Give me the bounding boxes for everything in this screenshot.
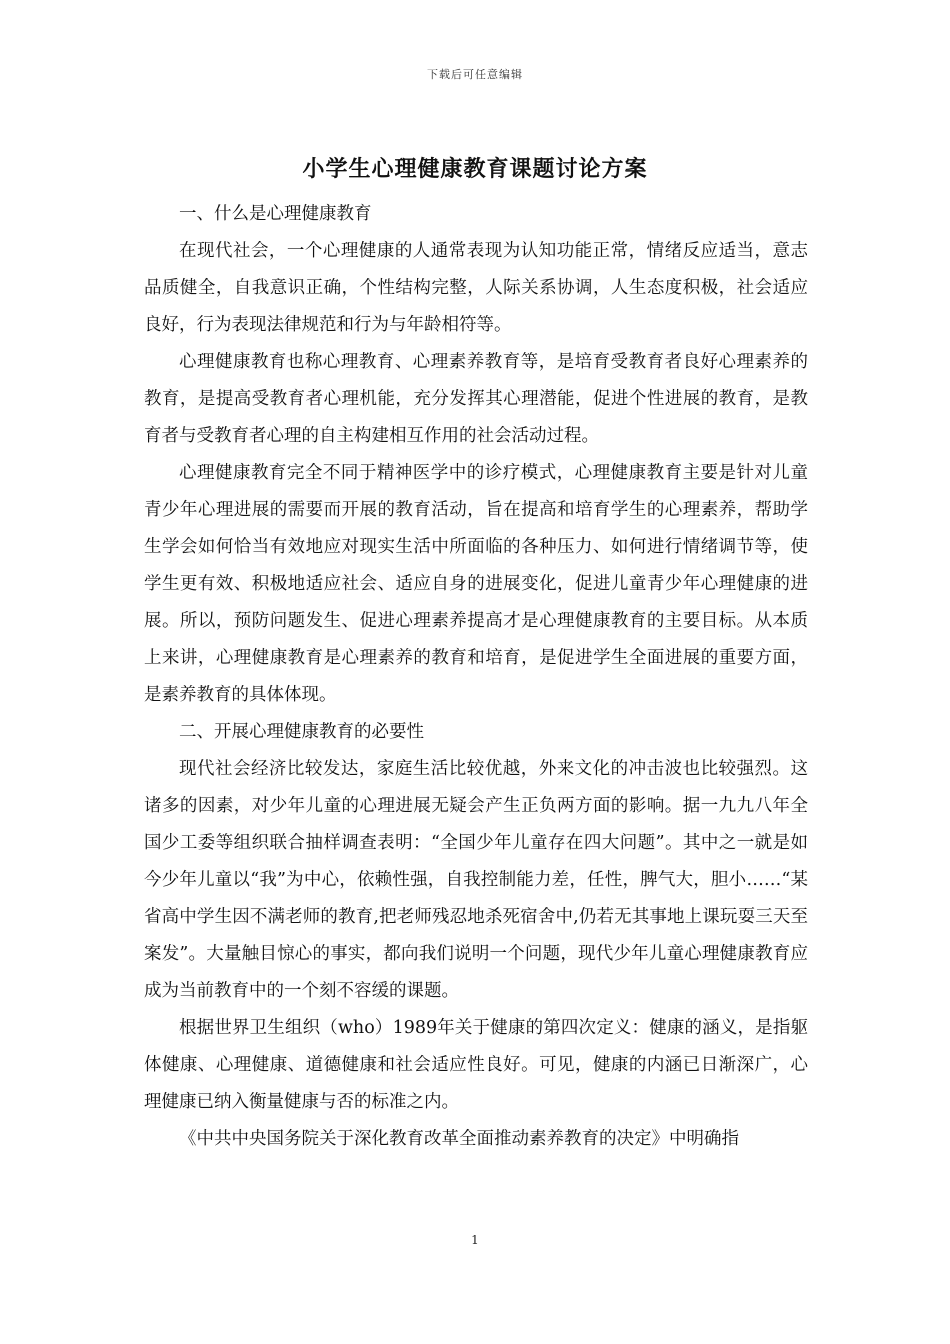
body-paragraph: 心理健康教育也称心理教育、心理素养教育等，是培育受教育者良好心理素养的教育，是提高受教育者心理机能，充分发挥其心理潜能，促进个性进展的教育，是教育者与受教育者心理的自主构建相互作用的社会活动过程。 xyxy=(144,352,808,446)
body-paragraph: 《中共中央国务院关于深化教育改革全面推动素养教育的决定》中明确指 xyxy=(179,1129,739,1149)
page-number: 1 xyxy=(471,1233,479,1247)
running-header: 下载后可任意编辑 xyxy=(427,68,523,81)
section-heading-2: 二、开展心理健康教育的必要性 xyxy=(179,722,424,742)
document-title: 小学生心理健康教育课题讨论方案 xyxy=(302,156,648,182)
body-paragraph: 根据世界卫生组织（who）1989年关于健康的第四次定义：健康的涵义，是指躯体健康、心理健康、道德健康和社会适应性良好。可见，健康的内涵已日渐深广，心理健康已纳入衡量健康与否的标准之内。 xyxy=(144,1018,808,1112)
document-body xyxy=(144,196,808,1158)
body-paragraph: 心理健康教育完全不同于精神医学中的诊疗模式，心理健康教育主要是针对儿童青少年心理进展的需要而开展的教育活动，旨在提高和培育学生的心理素养，帮助学生学会如何恰当有效地应对现实生活中所面临的各种压力、如何进行情绪调节等，使学生更有效、积极地适应社会、适应自身的进展变化，促进儿童青少年心理健康的进展。所以，预防问题发生、促进心理素养提高才是心理健康教育的主要目标。从本质上来讲，心理健康教育是心理素养的教育和培育，是促进学生全面进展的重要方面，是素养教育的具体体现。 xyxy=(144,463,808,705)
section-heading-1: 一、什么是心理健康教育 xyxy=(179,204,372,224)
body-paragraph: 在现代社会，一个心理健康的人通常表现为认知功能正常，情绪反应适当，意志品质健全，自我意识正确，个性结构完整，人际关系协调，人生态度积极，社会适应良好，行为表现法律规范和行为与年龄相符等。 xyxy=(144,241,808,335)
body-paragraph: 现代社会经济比较发达，家庭生活比较优越，外来文化的冲击波也比较强烈。这诸多的因素，对少年儿童的心理进展无疑会产生正负两方面的影响。据一九九八年全国少工委等组织联合抽样调查表明：“全国少年儿童存在四大问题”。其中之一就是如今少年儿童以“我”为中心，依赖性强，自我控制能力差，任性，脾气大，胆小……“某省高中学生因不满老师的教育,把老师残忍地杀死宿舍中,仍若无其事地上课玩耍三天至案发”。大量触目惊心的事实，都向我们说明一个问题，现代少年儿童心理健康教育应成为当前教育中的一个刻不容缓的课题。 xyxy=(144,759,808,1001)
